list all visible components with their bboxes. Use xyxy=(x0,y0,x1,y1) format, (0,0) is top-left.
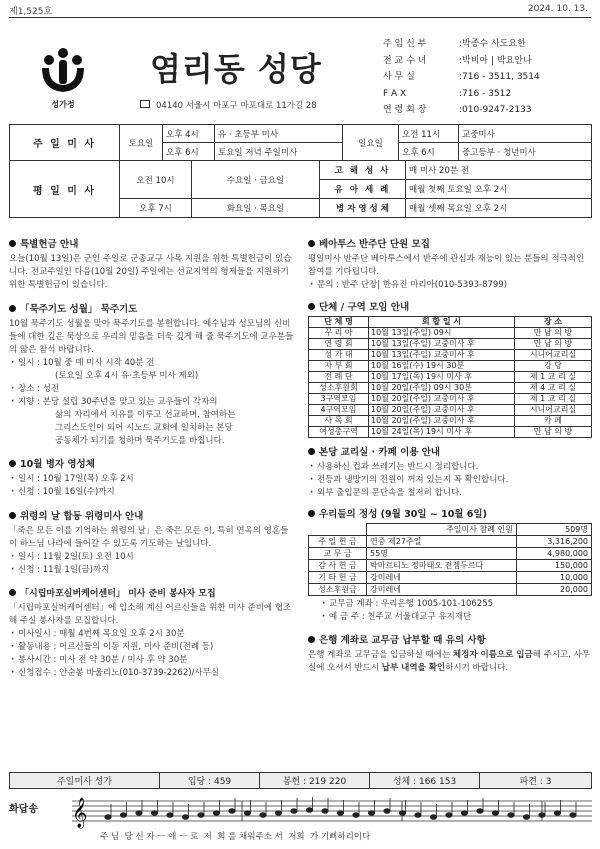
meetings-table xyxy=(308,316,592,438)
bullet-icon xyxy=(9,512,16,519)
table-cell: 전 례 단 xyxy=(309,372,369,383)
table-cell: 4구역모임 xyxy=(309,405,369,416)
note-head xyxy=(105,815,111,820)
bullet-icon xyxy=(308,636,315,643)
parish-title: 염리동 성당 xyxy=(150,50,322,88)
section-title: 10월 병자 영성체 xyxy=(20,459,95,470)
note-head xyxy=(120,813,126,818)
bullet-icon xyxy=(308,240,315,247)
info-item-cont: 삶의 자리에서 치유를 이루고 선교하며, 참여하는 xyxy=(55,410,236,420)
table-cell: 3,316,200 xyxy=(517,536,592,548)
staff-key: 주 임 신 부 xyxy=(383,39,427,49)
note-head xyxy=(492,811,498,816)
table-cell: 20,000 xyxy=(517,584,592,596)
bullet-icon xyxy=(308,303,315,310)
column-header: 장 소 xyxy=(515,317,592,328)
table-cell: 강미레네 xyxy=(367,584,517,596)
table-cell: 150,000 xyxy=(517,560,592,572)
section-title: 단체 / 구역 모임 안내 xyxy=(319,302,410,313)
table-header xyxy=(309,317,592,328)
note-head xyxy=(554,811,560,816)
section-body xyxy=(308,649,592,675)
extra-value: 매월 첫째 토요일 오후 2시 xyxy=(406,180,592,199)
account-info: · 교무금 계좌 : 우리은행 1005-101-106255 xyxy=(320,598,592,611)
extra-value: 매 미사 20분 전 xyxy=(406,161,592,180)
table-row xyxy=(309,394,592,405)
note-head xyxy=(229,809,235,814)
table-cell: 자 부 회 xyxy=(309,361,369,372)
table-cell: 시니어교리실 xyxy=(515,350,592,361)
table-cell: 10월 13일(주일) 09시 xyxy=(369,328,515,339)
note-head xyxy=(415,813,421,818)
table-row xyxy=(309,372,592,383)
table-cell: 4,980,000 xyxy=(517,548,592,560)
table-cell: 10월 20일(주일) 교중미사 후 xyxy=(369,405,515,416)
bullet-icon xyxy=(9,460,16,467)
table-cell: 사 목 회 xyxy=(309,416,369,427)
mass-desc: 유 · 초등부 미사 xyxy=(215,125,343,143)
info-item-cont: 그리스도인이 되어 시노드 교회에 일치하는 본당 xyxy=(55,423,233,433)
bullet-icon xyxy=(9,589,16,596)
table-cell: 제 4 교 리 실 xyxy=(515,383,592,394)
organist-section xyxy=(308,236,592,292)
table-cell: 여성총구역 xyxy=(309,427,369,438)
psalm-label: 화답송 xyxy=(9,804,38,815)
table-row xyxy=(309,383,592,394)
section-title: 베아투스 반주단 단원 모집 xyxy=(319,239,430,250)
table-cell: 감 사 헌 금 xyxy=(309,560,367,572)
note-head xyxy=(275,811,281,816)
info-item: · 일시 : 11월 2일(토) 오전 10시 xyxy=(9,551,295,564)
staff-value: 716 - 3512 xyxy=(462,88,512,99)
mass-schedule-table xyxy=(9,124,592,161)
note-head xyxy=(198,813,204,818)
bullet-icon xyxy=(308,448,315,455)
info-item: · 전등과 냉방기의 전원이 꺼져 있는지 꼭 확인합니다. xyxy=(308,474,592,487)
mass-desc: 화요일 · 목요일 xyxy=(192,199,320,218)
staff-key: F A X xyxy=(383,88,407,99)
notice-text: 은행 계좌로 교무금을 입금하실 때에는 xyxy=(308,650,453,660)
table-row xyxy=(309,350,592,361)
table-row xyxy=(309,572,592,584)
logo-caption: 성가정 xyxy=(51,100,75,109)
table-cell: 55명 xyxy=(367,548,517,560)
table-cell: 3구역모임 xyxy=(309,394,369,405)
special-offering-section xyxy=(9,236,295,292)
address-text: 04140 서울시 마포구 마포대로 11가길 28 xyxy=(156,101,317,111)
svg-text:𝄞: 𝄞 xyxy=(72,798,88,828)
bullet-icon xyxy=(308,510,315,517)
table-row xyxy=(309,416,592,427)
note-head xyxy=(151,811,157,816)
notice-emphasis: 납부 내역을 확인 xyxy=(381,663,446,673)
hymn-bar xyxy=(9,772,592,789)
offerings-section xyxy=(308,506,592,624)
note-head xyxy=(446,813,452,818)
info-item: · 신청 : 10월 16일(수)까지 xyxy=(9,486,295,499)
section-body: 「시립마포실버케어센터」에 입소해 계신 어르신들을 위한 미사 준비에 협조해 주실 봉사자를 모집합니다. xyxy=(9,603,292,626)
table-cell: 만 남 의 방 xyxy=(515,427,592,438)
section-title: 위령의 날 합동 위령미사 안내 xyxy=(20,511,144,522)
note-head xyxy=(213,811,219,816)
extra-key: 유 아 세 례 xyxy=(320,180,406,199)
column-header: 단 체 명 xyxy=(309,317,369,328)
hymn-dismissal: 파견 : 3 xyxy=(480,773,592,789)
table-cell: 10월 13일(주일) 교중미사 후 xyxy=(369,350,515,361)
holy-family-icon xyxy=(38,46,88,96)
note-head xyxy=(306,808,312,813)
mass-time: 오후 6시 xyxy=(163,143,215,161)
mass-desc: 토요일 저녁 주일미사 xyxy=(215,143,343,161)
note-head xyxy=(244,811,250,816)
section-title: 은행 계좌로 교무금 납부할 때 유의 사항 xyxy=(319,635,486,646)
table-cell: 제 1 교 리 실 xyxy=(515,372,592,383)
staff-key: 전 교 수 녀 xyxy=(383,55,427,66)
attendance-value: 509명 xyxy=(517,524,592,536)
left-column xyxy=(9,236,295,680)
table-cell: 10월 20일(주일) 09시 30분 xyxy=(369,383,515,394)
table-cell: 꾸 리 아 xyxy=(309,328,369,339)
table-row xyxy=(309,548,592,560)
bank-notice-section xyxy=(308,632,592,675)
offerings-table xyxy=(308,523,592,596)
mass-time: 오후 6시 xyxy=(399,143,459,161)
table-cell: 카 페 xyxy=(515,416,592,427)
note-head xyxy=(523,815,529,820)
note-head xyxy=(368,811,374,816)
section-body: 오늘(10월 13일)은 군인 주일로 군종교구 사목 지원을 위한 특별헌금이 있습니다. 전교주일인 다음(10월 20일) 주일에는 선교지역의 형제들을 지원하기 위한 특별헌금이 있습니다. xyxy=(9,254,292,290)
section-title: 「시립마포실버케어센터」 미사 준비 봉사자 모집 xyxy=(20,589,216,599)
table-cell: 강 당 xyxy=(515,361,592,372)
table-cell: 성소후원회 xyxy=(309,383,369,394)
table-row xyxy=(309,328,592,339)
note-head xyxy=(136,811,142,816)
parish-address xyxy=(140,99,317,111)
table-cell: 10월 16일(수) 19시 30분 xyxy=(369,361,515,372)
account-holder: · 예 금 주 : 천주교 서울대교구 유지재단 xyxy=(320,611,592,624)
table-cell: 만 남 의 방 xyxy=(515,339,592,350)
section-title: 「묵주기도 성월」 묵주기도 xyxy=(20,304,138,315)
right-column xyxy=(308,236,592,675)
mass-time: 오전 10시 xyxy=(120,161,192,199)
volunteer-section xyxy=(9,586,295,680)
table-cell: 10,000 xyxy=(517,572,592,584)
staff-value: 박비아 | 박요안나 xyxy=(462,55,532,66)
section-body: 평일미사 반주단 베아투스에서 반주에 관심과 재능이 있는 분들의 적극적인 참여를 기다립니다. xyxy=(308,254,585,277)
note-head xyxy=(291,809,297,814)
table-cell: 시니어교리실 xyxy=(515,405,592,416)
table-row xyxy=(309,584,592,596)
info-item: · 활동내용 : 어르신들의 이동 지원, 미사 준비(전례 등) xyxy=(9,641,295,654)
hymn-entrance: 입당 : 459 xyxy=(160,773,260,789)
mass-time: 오전 11시 xyxy=(399,125,459,143)
table-cell: 10월 20일(주일) 교중미사 후 xyxy=(369,416,515,427)
table-cell: 기 타 헌 금 xyxy=(309,572,367,584)
note-head xyxy=(182,815,188,820)
section-title: 특별헌금 안내 xyxy=(20,239,79,250)
table-row xyxy=(309,536,592,548)
music-staff xyxy=(72,793,592,829)
notice-text: 해 주시고, 사무실에 오셔서 반드시 xyxy=(308,650,591,673)
table-row xyxy=(309,339,592,350)
info-item: · 일시 : 10월 중 매 미사 시작 40분 전 xyxy=(9,357,295,370)
info-item-cont: 공동체가 되기를 청하며 묵주기도를 바칩니다. xyxy=(55,436,225,446)
attendance-label: 주일미사 참례 인원 xyxy=(367,524,517,536)
note-head xyxy=(353,813,359,818)
staff-key: 사 무 실 xyxy=(383,72,415,82)
note-head xyxy=(260,813,266,818)
note-head xyxy=(399,811,405,816)
issue-number: 제1,525호 xyxy=(9,7,53,17)
issue-date: 2024. 10. 13. xyxy=(527,4,588,14)
rosary-section xyxy=(9,301,295,448)
table-cell: 만 남 의 방 xyxy=(515,328,592,339)
extra-key: 병 자 영 성 체 xyxy=(320,199,406,218)
table-cell: 10월 13일(주일) 교중미사 후 xyxy=(369,339,515,350)
table-cell: 10월 24일(목) 19시 미사 후 xyxy=(369,427,515,438)
mass-desc: 중고등부 · 청년미사 xyxy=(459,143,592,161)
all-souls-mass-section xyxy=(9,508,295,577)
note-head xyxy=(477,809,483,814)
info-item: · 신청 : 11월 1일(금)까지 xyxy=(9,564,295,577)
info-item: · 사용하신 컵과 쓰레기는 반드시 정리합니다. xyxy=(308,461,592,474)
extra-value: 매월 셋째 목요일 오후 2시 xyxy=(406,199,592,218)
holy-family-logo xyxy=(38,46,88,109)
extra-key: 고 해 성 사 xyxy=(320,161,406,180)
info-item: · 신청접수 : 안순봉 바울리노(010-3739-2262)/사무실 xyxy=(9,667,295,680)
note-head xyxy=(461,811,467,816)
table-cell: 연 령 회 xyxy=(309,339,369,350)
note-head xyxy=(384,809,390,814)
mass-time: 오후 4시 xyxy=(163,125,215,143)
staff-list: 주 임 신 부 : 박종수 사도요한 전 교 수 녀 : 박비아 | 박요안나 사 무 실 : 716 - 3511, 3514 F A X : 716 - 3512 연 령 회 장 : 010-9247-2133 xyxy=(383,36,593,119)
mass-desc: 교중미사 xyxy=(459,125,592,143)
info-item: · 봉사시간 : 미사 전 약 30분 / 미사 후 약 30분 xyxy=(9,654,295,667)
table-cell: 성소후원금 xyxy=(309,584,367,596)
notice-text: 하시기 바랍니다. xyxy=(445,663,509,673)
section-title: 본당 교리실 · 카페 이용 안내 xyxy=(319,447,441,458)
sunday-label: 일요일 xyxy=(343,125,399,161)
hymn-label: 주일미사 성가 xyxy=(10,773,160,789)
sunday-mass-label: 주 일 미 사 xyxy=(10,125,120,161)
table-row xyxy=(309,427,592,438)
info-item-cont: (토요일 오후 4시 유·초등부 미사 제외) xyxy=(55,371,199,381)
bullet-icon xyxy=(9,240,16,247)
table-cell: 박마르티노 정마태오 전젬두르다 xyxy=(367,560,517,572)
saturday-label: 토요일 xyxy=(120,125,163,161)
sick-communion-section xyxy=(9,456,295,499)
mass-desc: 수요일 · 금요일 xyxy=(192,161,320,199)
table-cell: 강미레네 xyxy=(367,572,517,584)
note-head xyxy=(430,815,436,820)
table-cell: 성 가 대 xyxy=(309,350,369,361)
hymn-communion: 성체 : 166 153 xyxy=(370,773,480,789)
info-item: · 지향 : 본당 설립 30주년을 맞고 있는 교우들이 각자의 xyxy=(9,396,295,409)
header-divider xyxy=(9,17,591,18)
note-head xyxy=(508,813,514,818)
table-cell: 교 무 금 xyxy=(309,548,367,560)
note-head xyxy=(322,809,328,814)
table-cell: 연중 제27주일 xyxy=(367,536,517,548)
section-body: 10월 묵주기도 성월을 맞아 묵주기도를 봉헌합니다. 예수님과 성모님의 신비들에 대한 깊은 묵상으로 우리의 믿음을 더욱 깊게 해 줄 묵주기도에 교우분들의 많은 참석 바랍니다. xyxy=(9,319,294,355)
note-head xyxy=(570,813,576,818)
section-title: 우리들의 정성 (9월 30일 ~ 10월 6일) xyxy=(319,509,487,520)
meetings-section xyxy=(308,299,592,438)
staff-value: 716 - 3511, 3514 xyxy=(462,72,540,82)
info-item: · 미사일시 : 매월 4번째 목요일 오후 2시 30분 xyxy=(9,628,295,641)
info-item: · 문의 : 반주 단장| 한유진 마리아(010-5393-8799) xyxy=(308,279,592,292)
table-row xyxy=(309,560,592,572)
table-row xyxy=(309,361,592,372)
hymn-offertory: 봉헌 : 219 220 xyxy=(260,773,370,789)
mail-icon xyxy=(140,100,150,108)
note-head xyxy=(337,811,343,816)
weekday-mass-label: 평 일 미 사 xyxy=(10,161,120,218)
info-item: · 일시 : 10월 17일(목) 오후 2시 xyxy=(9,473,295,486)
note-head xyxy=(167,813,173,818)
info-item: · 외부 출입문의 문단속을 철저히 합니다. xyxy=(308,487,592,500)
staff-key: 연 령 회 장 xyxy=(383,105,427,115)
table-row xyxy=(309,405,592,416)
table-cell: 주 일 헌 금 xyxy=(309,536,367,548)
psalm-lyrics: 주 님 당 신 자 ㅡ 애 ㅡ 로 저 희 를 채워주소 서 저희 가 기뻐하리이다 xyxy=(100,832,371,842)
section-body: 「죽은 모든 이를 기억하는 위령의 날」은 죽은 모든 이, 특히 연옥의 영혼들이 하느님 나라에 들어갈 수 있도록 기도하는 날입니다. xyxy=(9,526,289,549)
table-cell: 제 1 교 리 실 xyxy=(515,394,592,405)
info-item: · 장소 : 성전 xyxy=(9,383,295,396)
column-header: 회 합 일 시 xyxy=(369,317,515,328)
table-cell: 10월 20일(주일) 교중미사 후 xyxy=(369,394,515,405)
room-usage-section xyxy=(308,444,592,500)
notice-emphasis: 체정자 이름으로 입금 xyxy=(452,650,533,660)
staff-value: 010-9247-2133 xyxy=(462,105,532,115)
weekday-mass-table xyxy=(9,160,592,218)
staff-value: 박종수 사도요한 xyxy=(462,39,526,49)
mass-time: 오후 7시 xyxy=(120,199,192,218)
table-cell: 10월 17일(목) 19시 미사 후 xyxy=(369,372,515,383)
bullet-icon xyxy=(9,305,16,312)
